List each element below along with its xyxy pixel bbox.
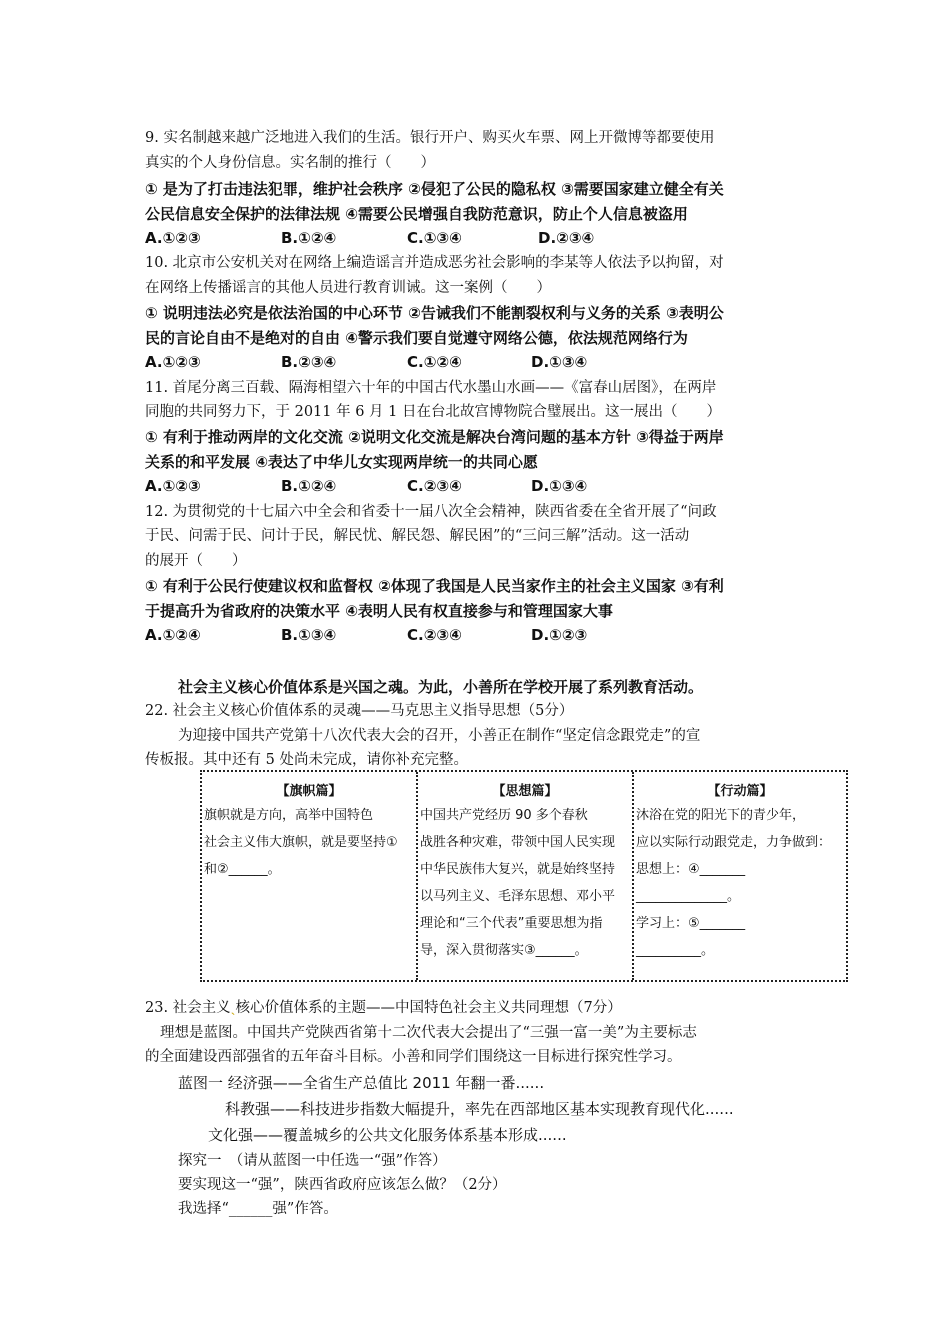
blueprint-culture: 文化强——覆盖城乡的公共文化服务体系基本形成...... <box>208 1126 567 1144</box>
board-column-flag-body <box>202 802 416 883</box>
q22-title: 22. 社会主义核心价值体系的灵魂——马克思主义指导思想（5分） <box>145 703 574 719</box>
q9-item-line1: ① 是为了打击违法犯罪，维护社会秩序 ②侵犯了公民的隐私权 ③需要国家建立健全有关 <box>145 180 724 198</box>
q11-option-c[interactable]: C.②③④ <box>407 477 462 495</box>
q12-stem-line2: 于民、问需于民、问计于民，解民忧、解民怨、解民困”的“三问三解”活动。这一活动 <box>145 528 690 544</box>
q10-option-b[interactable]: B.②③④ <box>281 353 337 371</box>
board-column-action-title: 【行动篇】 <box>707 784 773 799</box>
q23-line1: 理想是蓝图。中国共产党陕西省第十二次代表大会提出了“三强一富一美”为主要标志 <box>160 1025 697 1041</box>
q10-option-a[interactable]: A.①②③ <box>145 353 201 371</box>
board-column-thought <box>416 772 632 980</box>
q22-line2: 传板报。其中还有 5 处尚未完成，请你补充完整。 <box>145 752 468 768</box>
board-flag-blank-2[interactable]: 和②______。 <box>204 862 281 877</box>
q10-item-line2: 民的言论自由不是绝对的自由 ④警示我们要自觉遵守网络公德，依法规范网络行为 <box>145 329 688 347</box>
explore1-answer-blank[interactable]: 我选择“______强”作答。 <box>178 1201 338 1217</box>
blueprint-economy: 蓝图一 经济强——全省生产总值比 2011 年翻一番...... <box>178 1074 545 1092</box>
board-action-line: 沐浴在党的阳光下的青少年， <box>636 808 806 823</box>
q23-title-part-a: 23. 社会主义 <box>145 1000 231 1016</box>
q12-option-a[interactable]: A.①②④ <box>145 626 201 644</box>
q12-stem-line3: 的展开（ ） <box>145 553 247 569</box>
q11-stem-line2: 同胞的共同努力下，于 2011 年 6 月 1 日在台北故宫博物院合璧展出。这一展出（ ） <box>145 404 722 420</box>
board-action-blank-4[interactable]: 思想上：④_______ <box>636 862 746 877</box>
blueprint-science: 科教强——科技进步指数大幅提升，率先在西部地区基本实现教育现代化...... <box>225 1100 734 1118</box>
board-column-action-body <box>634 802 846 964</box>
board-action-blank-5-cont[interactable]: __________。 <box>636 943 715 958</box>
q11-option-d[interactable]: D.①③④ <box>531 477 588 495</box>
board-thought-line: 战胜各种灾难，带领中国人民实现 <box>420 835 616 850</box>
q10-option-d[interactable]: D.①③④ <box>531 353 588 371</box>
board-column-thought-body <box>418 802 632 964</box>
board-action-blank-5[interactable]: 学习上：⑤_______ <box>636 916 746 931</box>
board-action-blank-4-cont[interactable]: ______________。 <box>636 889 741 904</box>
board-flag-line: 旗帜就是方向，高举中国特色 <box>204 808 374 823</box>
q10-stem-line2: 在网络上传播谣言的其他人员进行教育训诫。这一案例（ ） <box>145 280 551 296</box>
edit-mark-icon: ˏ <box>230 1000 236 1016</box>
q10-stem-line1: 10. 北京市公安机关对在网络上编造谣言并造成恶劣社会影响的李某等人依法予以拘留，对 <box>145 255 724 271</box>
board-column-thought-title: 【思想篇】 <box>492 784 558 799</box>
board-thought-line: 中国共产党经历 90 多个春秋 <box>420 808 588 823</box>
q9-option-b[interactable]: B.①②④ <box>281 229 337 247</box>
board-column-action <box>632 772 846 980</box>
board-flag-line: 社会主义伟大旗帜，就是要坚持① <box>204 835 398 850</box>
q10-item-line1: ① 说明违法必究是依法治国的中心环节 ②告诫我们不能割裂权利与义务的关系 ③表明公 <box>145 304 724 322</box>
board-column-flag-title: 【旗帜篇】 <box>276 784 342 799</box>
board-thought-line: 中华民族伟大复兴，就是始终坚持 <box>420 862 616 877</box>
q9-option-d[interactable]: D.②③④ <box>538 229 595 247</box>
q9-stem-line1: 9. 实名制越来越广泛地进入我们的生活。银行开户、购买火车票、网上开微博等都要使用 <box>145 130 715 146</box>
q12-option-c[interactable]: C.②③④ <box>407 626 462 644</box>
explore1-heading: 探究一 （请从蓝图一中任选一“强”作答） <box>178 1153 447 1169</box>
board-action-line: 应以实际行动跟党走，力争做到： <box>636 835 832 850</box>
board-thought-blank-3[interactable]: 导，深入贯彻落实③______。 <box>420 943 588 958</box>
blackboard-table <box>200 770 848 982</box>
q10-option-c[interactable]: C.①②④ <box>407 353 462 371</box>
q9-option-a[interactable]: A.①②③ <box>145 229 201 247</box>
q9-item-line2: 公民信息安全保护的法律法规 ④需要公民增强自我防范意识，防止个人信息被盗用 <box>145 205 688 223</box>
board-thought-line: 理论和“三个代表”重要思想为指 <box>420 916 603 931</box>
q11-option-b[interactable]: B.①②④ <box>281 477 337 495</box>
q22-line1: 为迎接中国共产党第十八次代表大会的召开，小善正在制作“坚定信念跟党走”的宣 <box>178 728 701 744</box>
board-column-flag <box>202 772 416 980</box>
board-thought-line: 以马列主义、毛泽东思想、邓小平 <box>420 889 616 904</box>
q11-stem-line1: 11. 首尾分离三百载、隔海相望六十年的中国古代水墨山水画——《富春山居图》，在两岸 <box>145 380 717 396</box>
q11-item-line2: 关系的和平发展 ④表达了中华儿女实现两岸统一的共同心愿 <box>145 453 538 471</box>
q12-option-d[interactable]: D.①②③ <box>531 626 588 644</box>
q9-option-c[interactable]: C.①③④ <box>407 229 462 247</box>
section-intro: 社会主义核心价值体系是兴国之魂。为此，小善所在学校开展了系列教育活动。 <box>178 678 704 696</box>
q23-line2: 的全面建设西部强省的五年奋斗目标。小善和同学们围绕这一目标进行探究性学习。 <box>145 1049 682 1065</box>
q12-option-b[interactable]: B.①③④ <box>281 626 337 644</box>
q23-title-part-b: 核心价值体系的主题——中国特色社会主义共同理想（7分） <box>235 1000 622 1016</box>
q12-item-line2: 于提高升为省政府的决策水平 ④表明人民有权直接参与和管理国家大事 <box>145 602 613 620</box>
q12-stem-line1: 12. 为贯彻党的十七届六中全会和省委十一届八次全会精神，陕西省委在全省开展了“问政 <box>145 504 717 520</box>
q9-stem-line2: 真实的个人身份信息。实名制的推行（ ） <box>145 155 435 171</box>
q11-option-a[interactable]: A.①②③ <box>145 477 201 495</box>
q11-item-line1: ① 有利于推动两岸的文化交流 ②说明文化交流是解决台湾问题的基本方针 ③得益于两岸 <box>145 428 724 446</box>
q12-item-line1: ① 有利于公民行使建议权和监督权 ②体现了我国是人民当家作主的社会主义国家 ③有利 <box>145 577 724 595</box>
q23-title <box>145 998 622 1018</box>
explore1-question: 要实现这一“强”，陕西省政府应该怎么做？（2分） <box>178 1177 507 1193</box>
